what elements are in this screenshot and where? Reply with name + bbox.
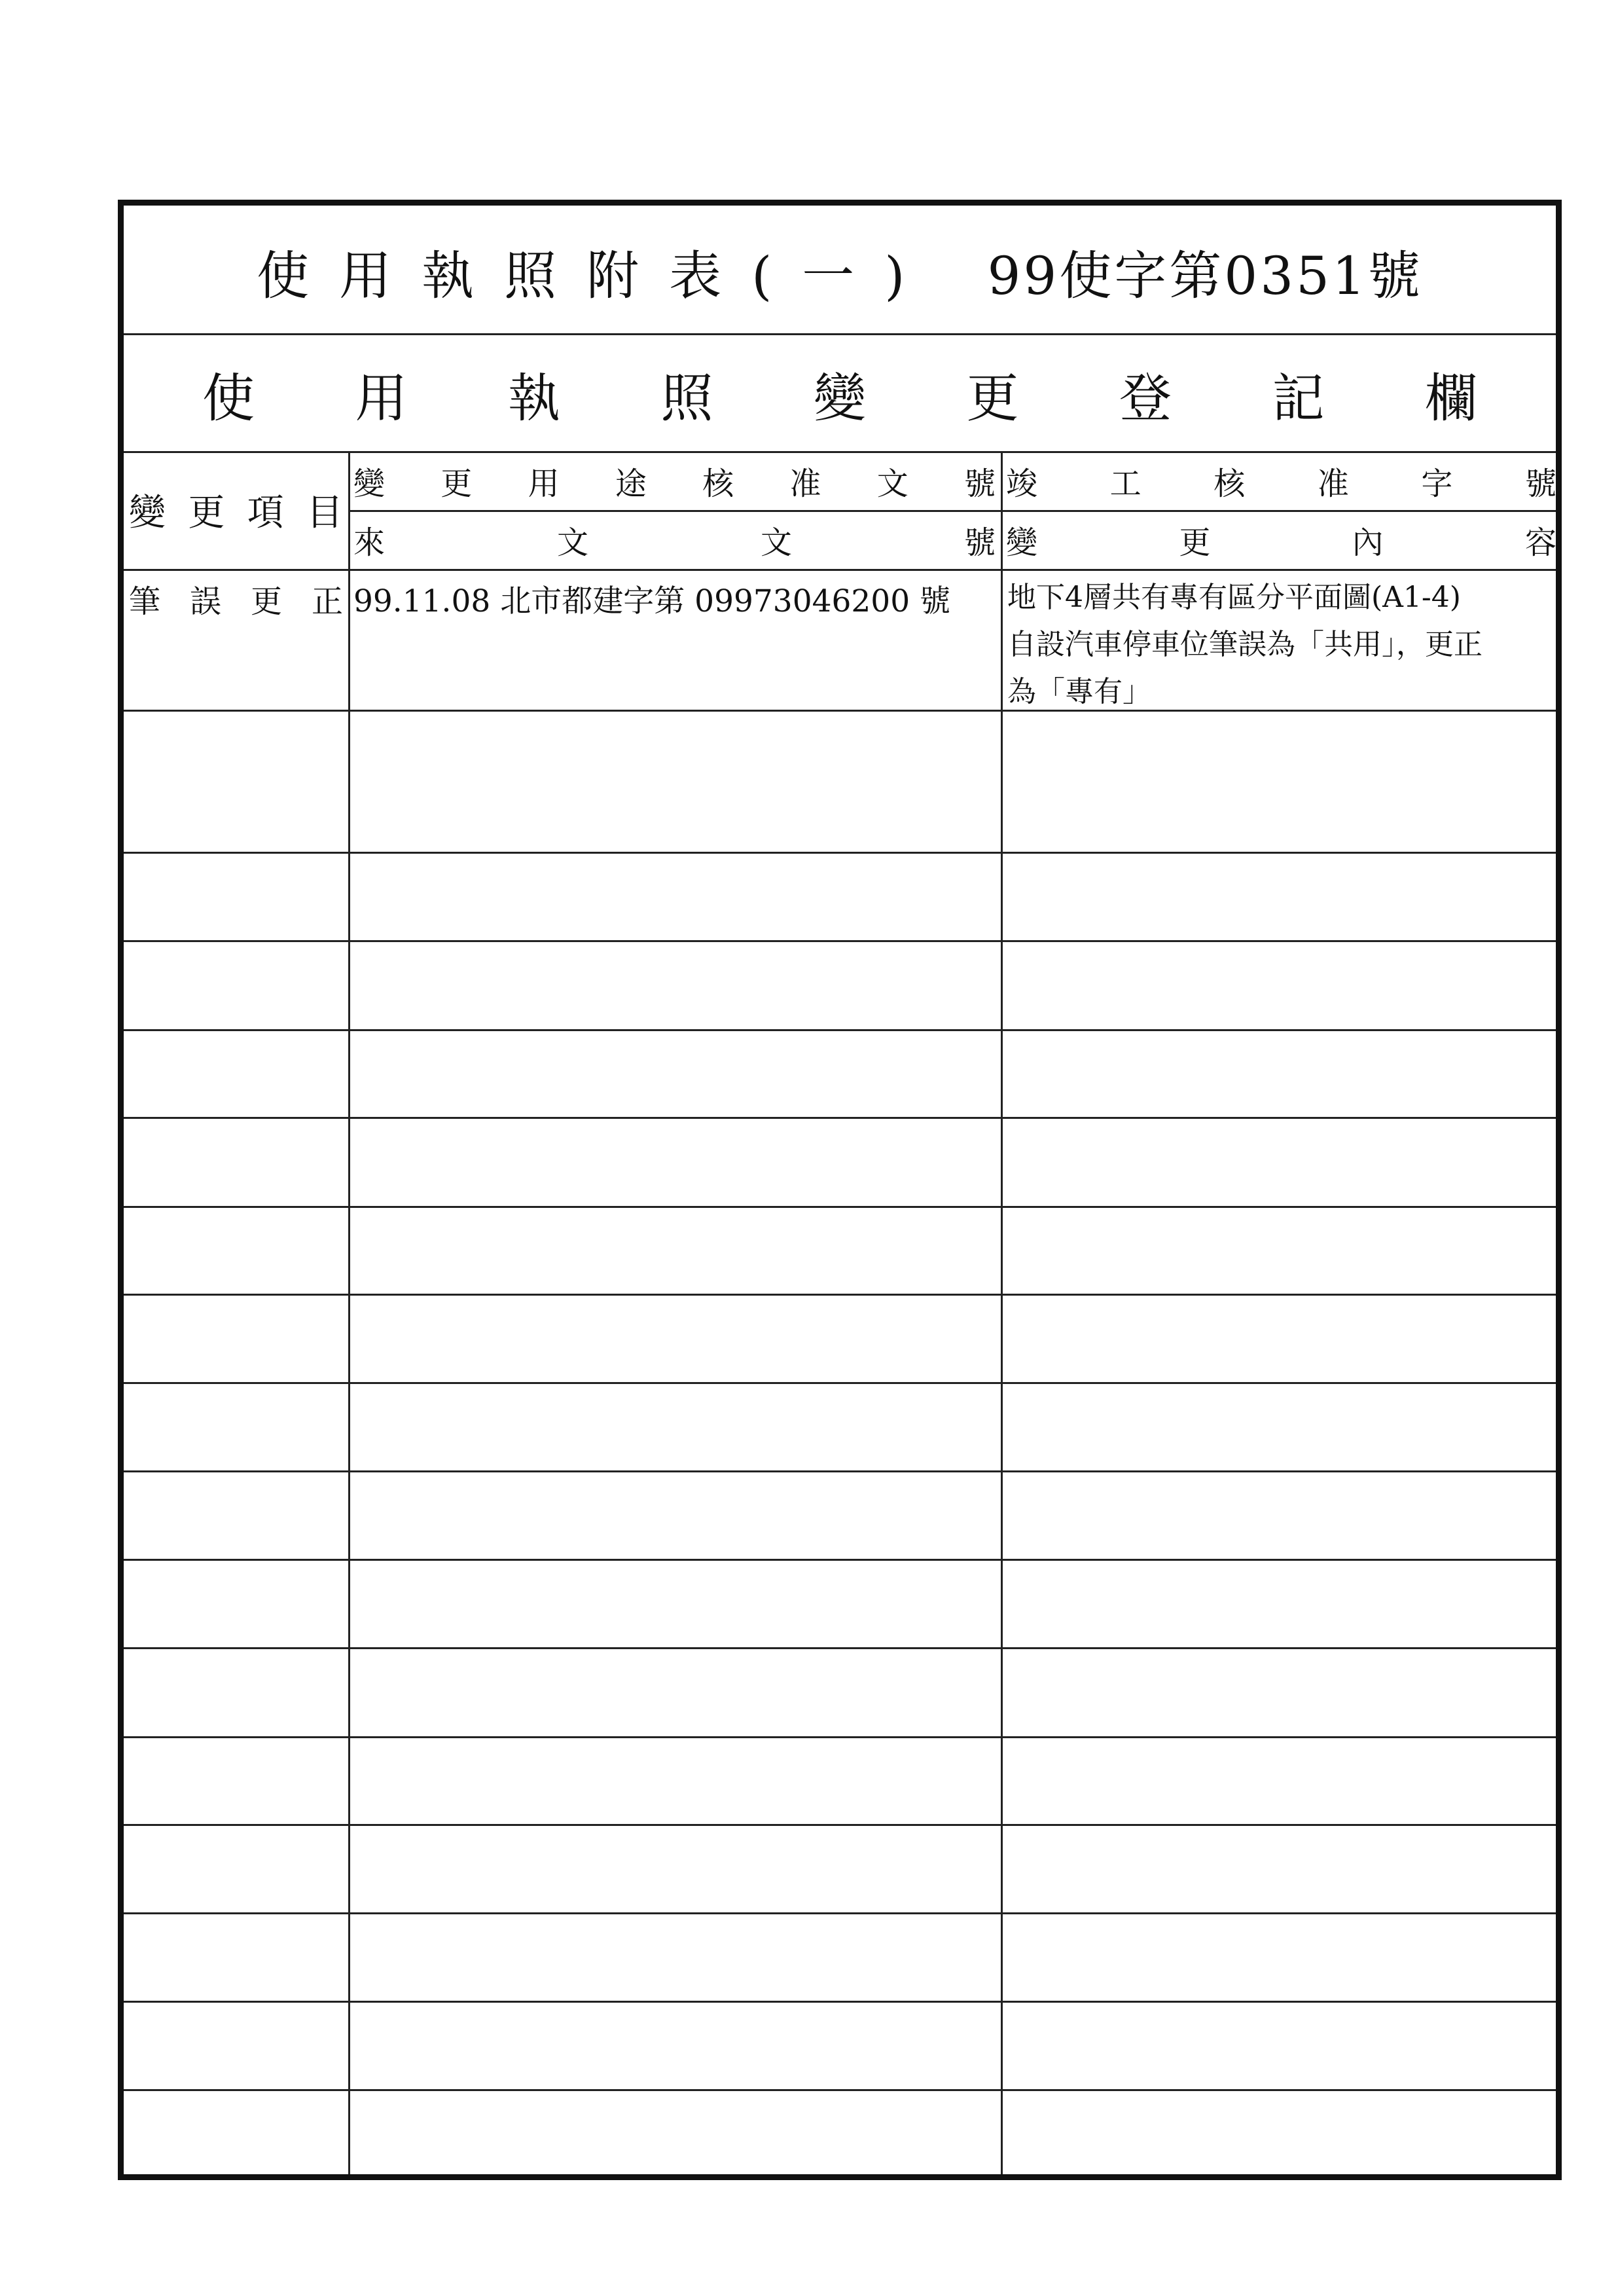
row-divider	[124, 1117, 1556, 1119]
row-1-content-line: 地下4層共有專有區分平面圖(A1-4)	[1007, 581, 1461, 614]
form-title	[124, 206, 1556, 337]
row-1-content-line: 自設汽車停車位筆誤為「共用」，更正	[1007, 628, 1483, 661]
row-divider	[124, 1647, 1556, 1649]
row-divider	[124, 2001, 1556, 2003]
row-divider	[124, 1206, 1556, 1208]
row-divider	[124, 1736, 1556, 1738]
row-divider	[124, 1470, 1556, 1472]
row-divider	[124, 1029, 1556, 1031]
row-divider	[124, 1559, 1556, 1561]
row-1-content	[1001, 569, 1562, 710]
row-1-content-line: 為「專有」	[1007, 675, 1151, 708]
row-divider	[124, 710, 1556, 712]
row-divider	[124, 940, 1556, 942]
row-divider	[124, 1912, 1556, 1914]
header-incoming-doc-no: 來 文 文 號	[353, 524, 996, 561]
row-divider	[124, 1824, 1556, 1826]
row-divider	[124, 2089, 1556, 2091]
row-divider	[124, 1382, 1556, 1384]
header-approval-doc-no: 變 更 用 途 核 准 文 號	[353, 465, 996, 502]
header-completion-no: 竣 工 核 准 字 號	[1006, 465, 1556, 502]
title-number: 99使字第0351號	[987, 245, 1423, 306]
row-1-item: 筆 誤 更 正	[129, 583, 343, 620]
row-1-doc-no: 99.11.08 北市都建字第 09973046200 號	[353, 583, 951, 619]
form-subtitle: 使 用 執 照 變 更 登 記 欄	[202, 368, 1477, 429]
row-divider	[124, 1294, 1556, 1296]
title-main: 使用執照附表(一)	[257, 245, 935, 306]
registration-form	[118, 200, 1562, 2180]
divider	[124, 333, 1556, 335]
row-divider	[124, 852, 1556, 854]
header-change-item: 變 更 項 目	[129, 492, 343, 534]
header-change-content: 變 更 內 容	[1006, 524, 1556, 561]
